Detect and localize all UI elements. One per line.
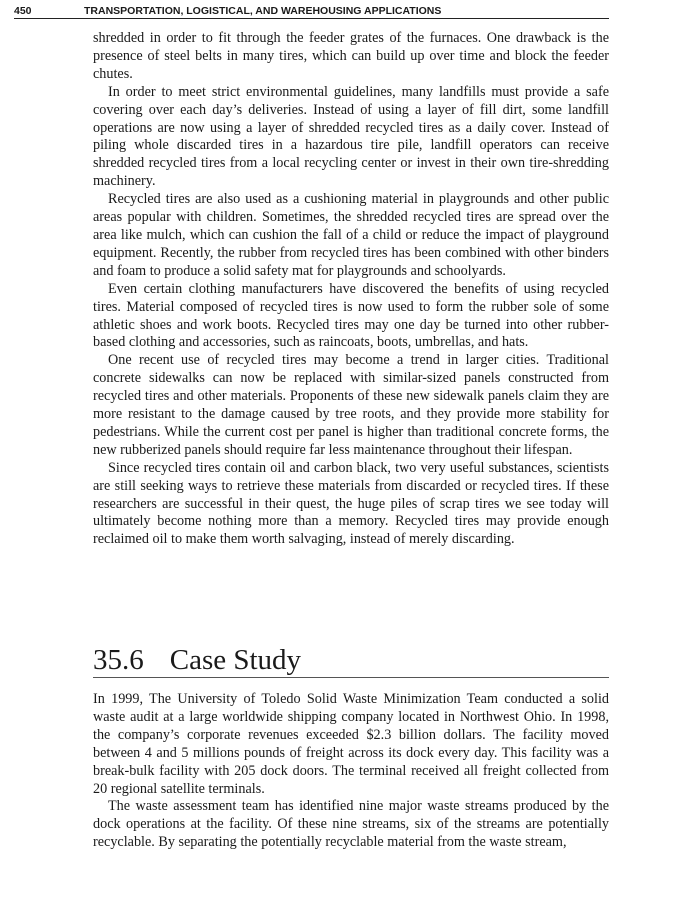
paragraph: Even certain clothing manufacturers have discovered the benefits of using recycled tires. Material composed of recycled tires is now used to form the rubber sole of some athletic shoes and work boots. Recycled tires may one day be turned into other rubber-based clothing and accessories, such as raincoats, boots, umbrellas, and hats.	[93, 280, 609, 351]
case-study-text	[93, 691, 609, 852]
paragraph: shredded in order to fit through the feeder grates of the furnaces. One drawback is the presence of steel belts in many tires, which can build up over time and block the feeder chutes.	[93, 30, 609, 82]
section-heading	[93, 643, 609, 678]
paragraph: Since recycled tires contain oil and carbon black, two very useful substances, scientists are still seeking ways to retrieve these materials from discarded or recycled tires. If these researchers are successful in their quest, the huge piles of scrap tires we see today will ultimately become nothing more than a memory. Recycled tires may provide enough reclaimed oil to make them worth salvaging, instead of merely discarding.	[93, 459, 609, 548]
section-title: Case Study	[169, 644, 302, 676]
paragraph: In 1999, The University of Toledo Solid Waste Minimization Team conducted a solid waste audit at a large worldwide shipping company located in Northwest Ohio. In 1998, the company’s corporate revenues exceeded $2.3 billion dollars. The facility moved between 4 and 5 millions pounds of freight across its dock every day. This facility was a break-bulk facility with 205 dock doors. The terminal received all freight collected from 20 regional satellite terminals.	[93, 691, 609, 797]
body-text	[93, 30, 609, 549]
paragraph: The waste assessment team has identified nine major waste streams produced by the dock operations at the facility. Of these nine streams, six of the streams are potentially recyclable. By separating the potentially recyclable material from the waste stream,	[93, 798, 609, 851]
paragraph: In order to meet strict environmental guidelines, many landfills must provide a safe covering over each day’s deliveries. Instead of using a layer of fill dirt, some landfill operations are now using a layer of shredded recycled tires as a daily cover. Instead of piling whole discarded tires in a hazardous tire pile, landfill operators can receive shredded recycled tires from a local recycling center or invest in their own tire-shredding machinery.	[93, 83, 609, 190]
paragraph: One recent use of recycled tires may become a trend in larger cities. Traditional concrete sidewalks can now be replaced with similar-sized panels constructed from recycled tires and other materials. Proponents of these new sidewalk panels claim they are more resistant to the damage caused by tree roots, and they provide more stability for pedestrians. While the current cost per panel is higher than traditional concrete forms, the new rubberized panels should require far less maintenance throughout their lifespan.	[93, 352, 609, 458]
paragraph: Recycled tires are also used as a cushioning material in playgrounds and other public areas popular with children. Sometimes, the shredded recycled tires are spread over the area like mulch, which can cushion the fall of a child or reduce the impact of playground equipment. Recently, the rubber from recycled tires has been combined with other binders and foam to produce a solid safety mat for playgrounds and schoolyards.	[93, 191, 609, 279]
running-header	[14, 4, 609, 19]
chapter-title: TRANSPORTATION, LOGISTICAL, AND WAREHOUSING APPLICATIONS	[84, 5, 442, 17]
section-number: 35.6	[93, 644, 144, 676]
page-number: 450	[14, 5, 32, 17]
